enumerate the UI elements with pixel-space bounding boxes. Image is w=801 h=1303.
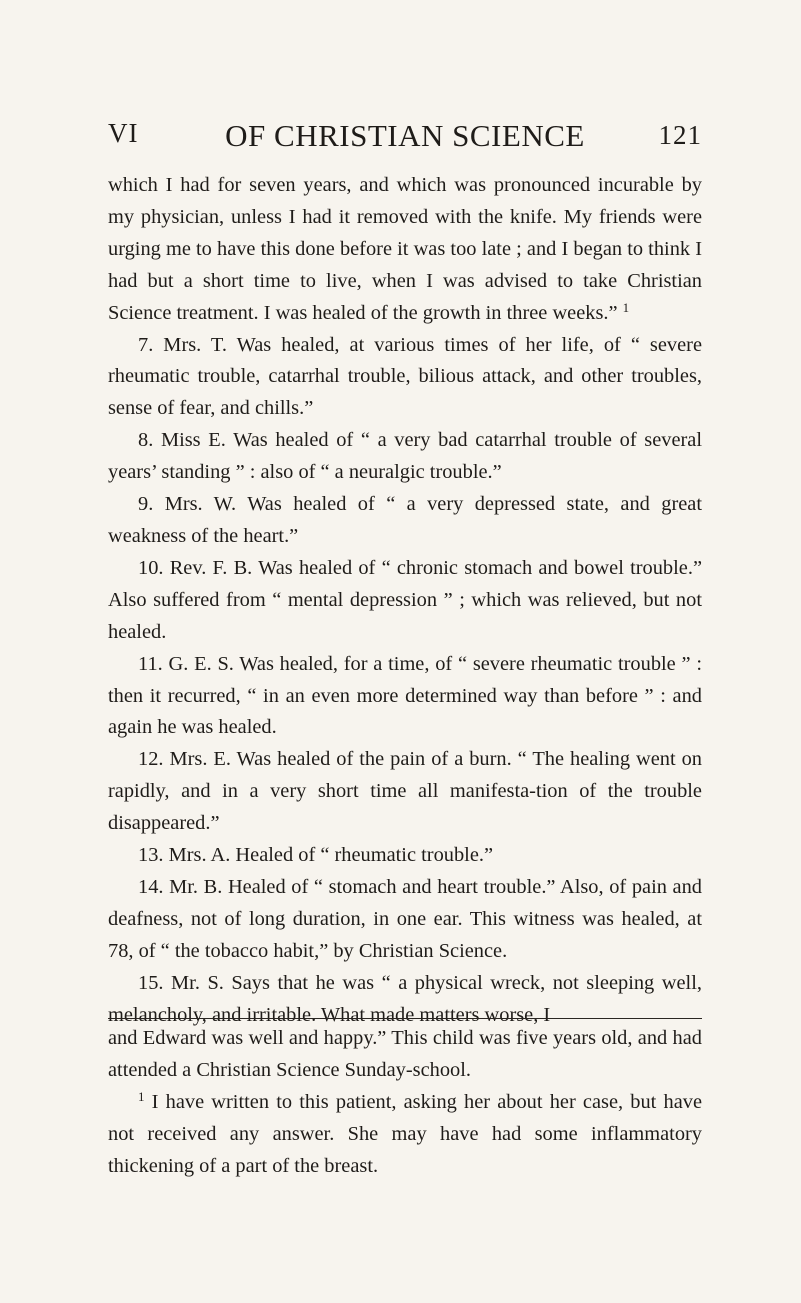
- running-head: [108, 118, 702, 158]
- paragraph-text: which I had for seven years, and which was pronounced incurable by my physician, unless I had it removed with the knife. My friends were urging me to have this done before it was too late ; and I began to think I had but a short time to live, when I was advised to take Christian Science treatment. I was healed of the growth in three weeks.”: [108, 174, 702, 324]
- paragraph-item-12: 12. Mrs. E. Was healed of the pain of a burn. “ The healing went on rapidly, and in a very short time all manifesta-tion of the trouble disappeared.”: [108, 748, 702, 835]
- body-text: [108, 170, 702, 1031]
- paragraph-item-10: 10. Rev. F. B. Was healed of “ chronic stomach and bowel trouble.” Also suffered from “ mental depression ” ; which was relieved, but not healed.: [108, 556, 702, 643]
- paragraph-item-7: 7. Mrs. T. Was healed, at various times of her life, of “ severe rheumatic trouble, catarrhal trouble, bilious attack, and other troubles, sense of fear, and chills.”: [108, 333, 702, 420]
- footnote-text: I have written to this patient, asking her about her case, but have not received any answer. She may have had some inflammatory thickening of a part of the breast.: [108, 1090, 702, 1177]
- page-number: 121: [658, 120, 702, 150]
- footnote-continued: and Edward was well and happy.” This child was five years old, and had attended a Christian Science Sunday-school.: [108, 1027, 702, 1081]
- paragraph-item-11: 11. G. E. S. Was healed, for a time, of “ severe rheumatic trouble ” : then it recurred, “ in an even more determined way than before ” : and again he was healed.: [108, 652, 702, 739]
- paragraph-item-15: 15. Mr. S. Says that he was “ a physical wreck, not sleeping well, melancholy, and irritable. What made matters worse, I: [108, 971, 702, 1026]
- paragraph-item-13: 13. Mrs. A. Healed of “ rheumatic trouble.”: [138, 844, 494, 867]
- running-title: OF CHRISTIAN SCIENCE: [225, 118, 585, 153]
- footnote-mark: 1: [138, 1088, 145, 1104]
- chapter-number: VI: [108, 118, 139, 148]
- footnote-divider: [108, 1018, 702, 1019]
- paragraph-item-14: 14. Mr. B. Healed of “ stomach and heart trouble.” Also, of pain and deafness, not of long duration, in one ear. This witness was healed, at 78, of “ the tobacco habit,” by Christian Science.: [108, 875, 702, 962]
- footnotes: [108, 1023, 702, 1183]
- footnote-reference: 1: [622, 299, 630, 315]
- paragraph-item-8: 8. Miss E. Was healed of “ a very bad catarrhal trouble of several years’ standing ” : also of “ a neuralgic trouble.”: [108, 429, 702, 484]
- paragraph-continued: [108, 170, 702, 330]
- footnote-1: [108, 1087, 702, 1183]
- paragraph-item-9: 9. Mrs. W. Was healed of “ a very depressed state, and great weakness of the heart.”: [108, 493, 702, 547]
